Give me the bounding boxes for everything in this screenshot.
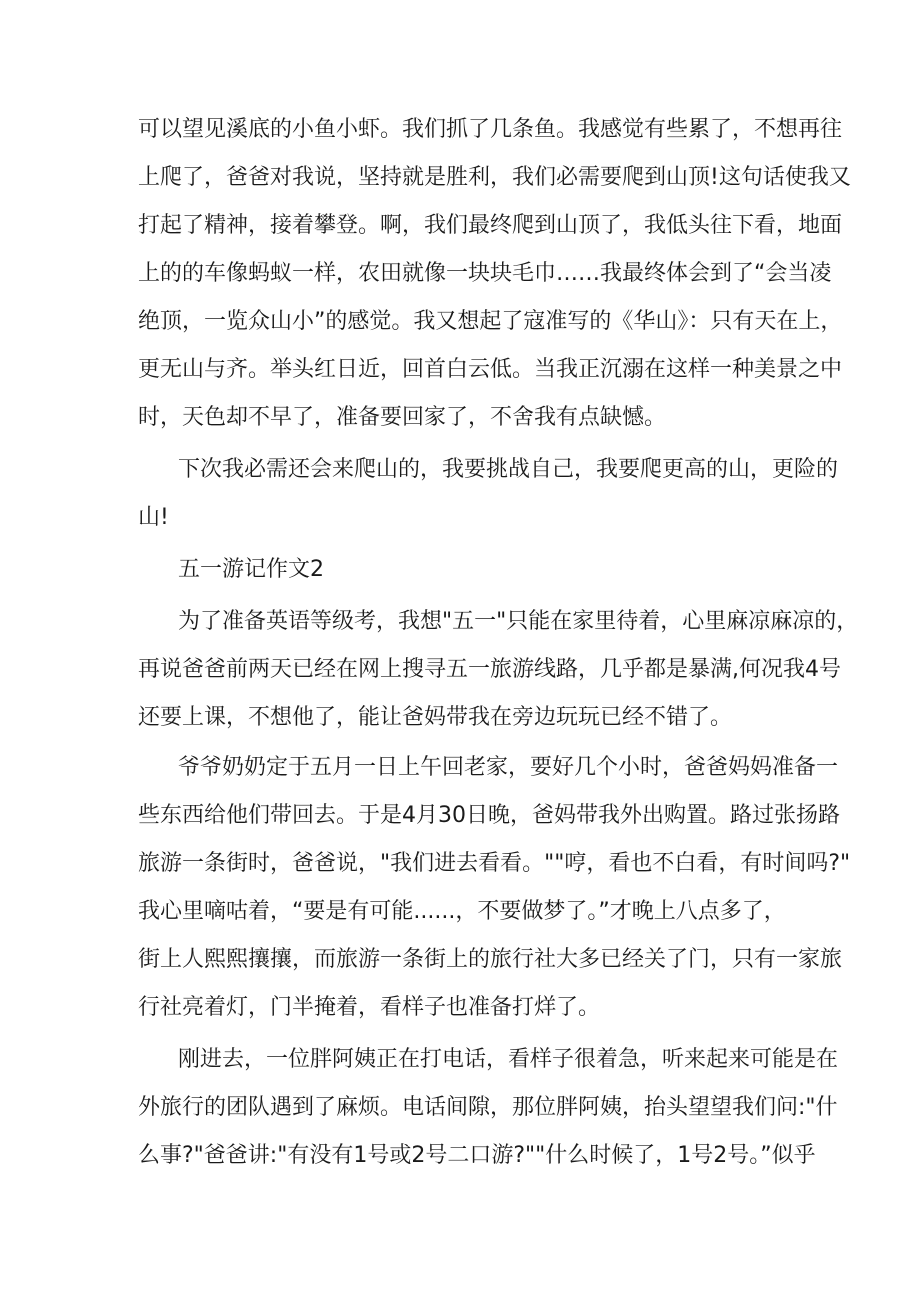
paragraph-4-line-1: 爷爷奶奶定于五月一日上午回老家，要好几个小时，爸爸妈妈准备一 bbox=[178, 755, 839, 780]
paragraph-1-line-1: 可以望见溪底的小鱼小虾。我们抓了几条鱼。我感觉有些累了，不想再往 bbox=[138, 117, 843, 142]
paragraph-5-line-1: 刚进去，一位胖阿姨正在打电话，看样子很着急，听来起来可能是在 bbox=[178, 1047, 839, 1072]
paragraph-1-line-5: 绝顶，一览众山小”的感觉。我又想起了寇准写的《华山》：只有天在上， bbox=[138, 309, 843, 334]
paragraph-1-line-3: 打起了精神，接着攀登。啊，我们最终爬到山顶了，我低头往下看，地面 bbox=[138, 213, 843, 238]
paragraph-1-line-6: 更无山与齐。举头红日近，回首白云低。当我正沉溺在这样一种美景之中 bbox=[138, 357, 843, 382]
paragraph-2-line-2: 山! bbox=[138, 505, 169, 530]
paragraph-5-line-3: 么事?"爸爸讲:"有没有1号或2号二口游?""什么时候了，1号2号。”似乎 bbox=[138, 1143, 816, 1168]
paragraph-4-line-5: 街上人熙熙攘攘，而旅游一条街上的旅行社大多已经关了门，只有一家旅 bbox=[138, 947, 843, 972]
paragraph-4-line-3: 旅游一条街时，爸爸说，"我们进去看看。""哼，看也不白看，有时间吗?" bbox=[138, 851, 851, 876]
paragraph-4-line-4: 我心里嘀咕着，“要是有可能......，不要做梦了。”才晚上八点多了， bbox=[138, 899, 786, 924]
paragraph-1-line-2: 上爬了，爸爸对我说，坚持就是胜利，我们必需要爬到山顶!这句话使我又 bbox=[138, 165, 851, 190]
paragraph-3-line-3: 还要上课，不想他了，能让爸妈带我在旁边玩玩已经不错了。 bbox=[138, 705, 733, 730]
section-heading: 五一游记作文2 bbox=[178, 557, 324, 582]
paragraph-1-line-7: 时，天色却不早了，准备要回家了，不舍我有点缺憾。 bbox=[138, 405, 667, 430]
paragraph-4-line-6: 行社亮着灯，门半掩着，看样子也准备打烊了。 bbox=[138, 995, 601, 1020]
paragraph-2-line-1: 下次我必需还会来爬山的，我要挑战自己，我要爬更高的山，更险的 bbox=[178, 457, 839, 482]
paragraph-5-line-2: 外旅行的团队遇到了麻烦。电话间隙，那位胖阿姨，抬头望望我们问:"什 bbox=[138, 1095, 838, 1120]
paragraph-1-line-4: 上的的车像蚂蚁一样，农田就像一块块毛巾……我最终体会到了“会当凌 bbox=[138, 261, 832, 286]
paragraph-4-line-2: 些东西给他们带回去。于是4月30日晚，爸妈带我外出购置。路过张扬路 bbox=[138, 803, 840, 828]
paragraph-3-line-2: 再说爸爸前两天已经在网上搜寻五一旅游线路，几乎都是暴满,何况我4号 bbox=[138, 657, 841, 682]
paragraph-3-line-1: 为了准备英语等级考，我想"五一"只能在家里待着，心里麻凉麻凉的， bbox=[178, 609, 859, 634]
